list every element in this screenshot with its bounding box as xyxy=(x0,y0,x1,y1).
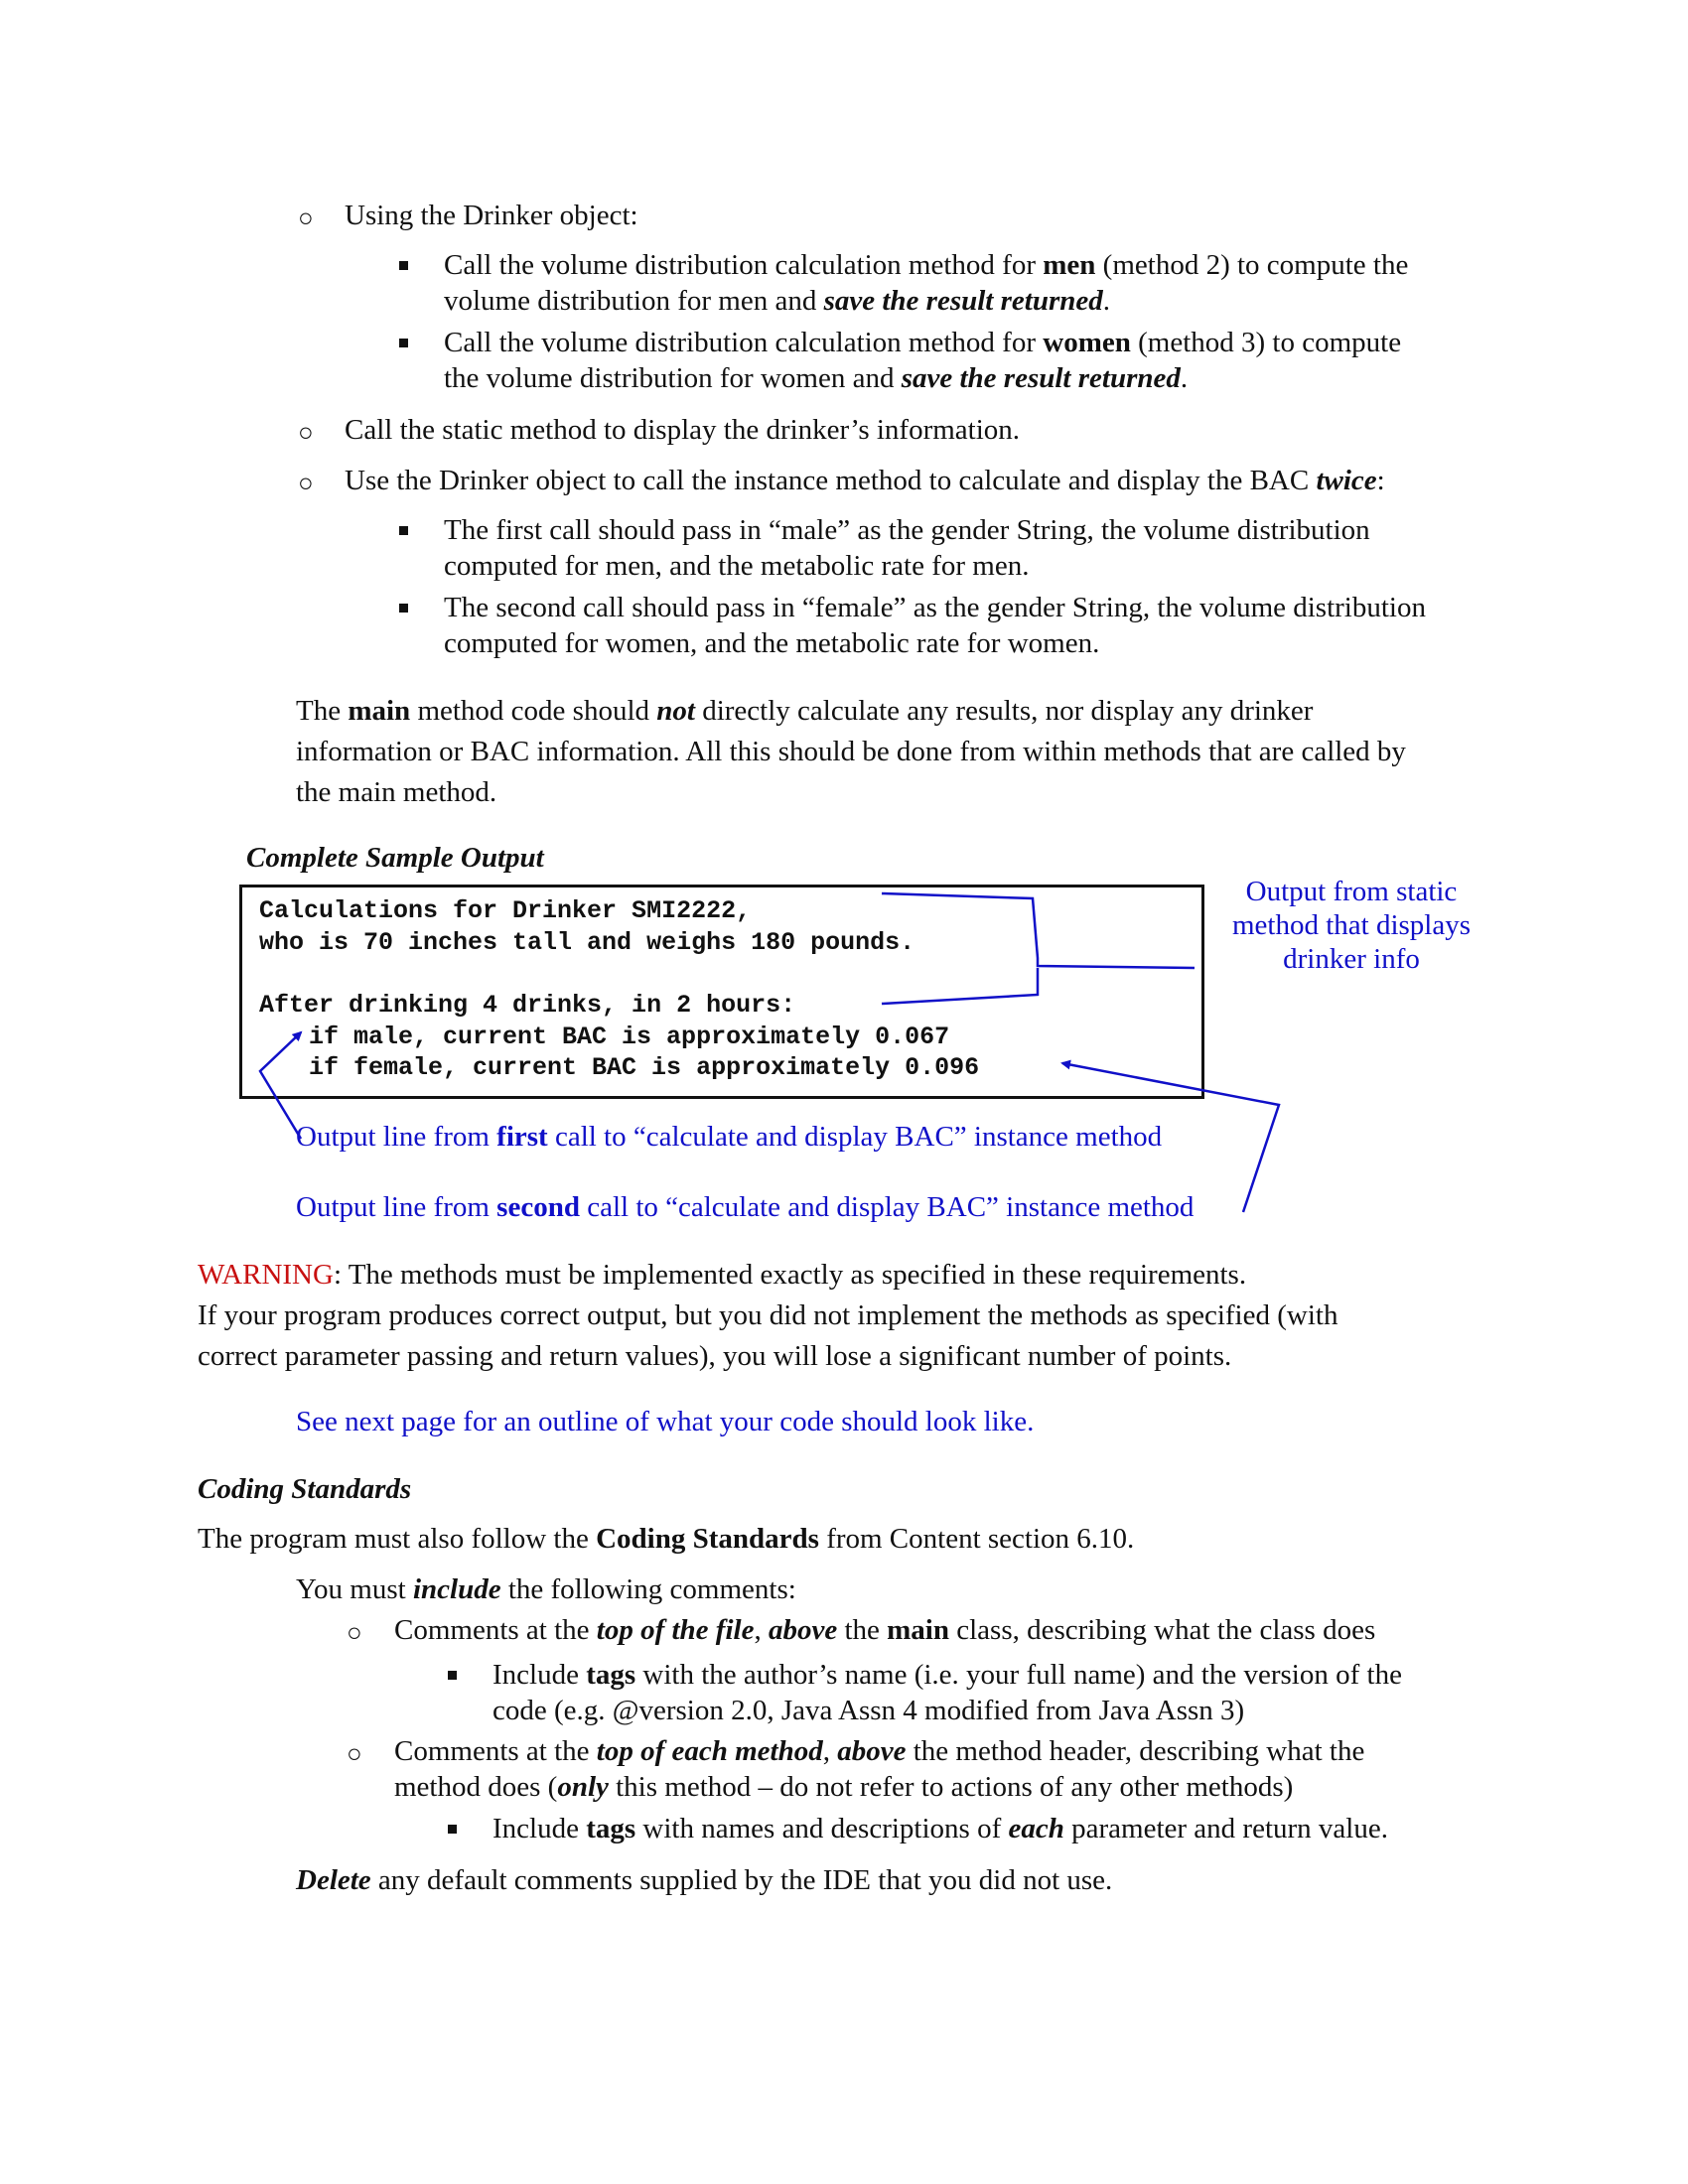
main-method-paragraph-line: the main method. xyxy=(296,776,497,808)
square-bullet-icon xyxy=(448,1825,457,1834)
static-method-note: Output from static method that displays drinker info xyxy=(1231,876,1472,975)
coding-standards-paragraph: The program must also follow the Coding Standards from Content section 6.10. xyxy=(198,1523,1135,1555)
list-item-continuation: volume distribution for men and save the result returned. xyxy=(444,285,1110,317)
second-call-note: Output line from second call to “calculate and display BAC” instance method xyxy=(296,1191,1195,1223)
comments-intro: You must include the following comments: xyxy=(296,1573,796,1605)
list-item: The first call should pass in “male” as the gender String, the volume distribution xyxy=(444,514,1370,546)
warning-paragraph: WARNING: The methods must be implemented exactly as specified in these requirements. xyxy=(198,1259,1247,1291)
hollow-circle-bullet-icon: ○ xyxy=(298,418,314,447)
sample-output-heading: Complete Sample Output xyxy=(246,842,544,874)
hollow-circle-bullet-icon: ○ xyxy=(347,1739,362,1768)
list-item-continuation: the volume distribution for women and save the result returned. xyxy=(444,362,1189,394)
console-line: Calculations for Drinker SMI2222, xyxy=(259,896,752,925)
first-call-arrow xyxy=(260,1032,301,1139)
main-method-paragraph-line: information or BAC information. All this should be done from within methods that are called by xyxy=(296,736,1406,767)
warning-paragraph-line: If your program produces correct output, but you did not implement the methods as specified (with xyxy=(198,1299,1338,1331)
list-item: Call the static method to display the drinker’s information. xyxy=(345,414,1021,446)
main-method-paragraph: The main method code should not directly calculate any results, nor display any drinker xyxy=(296,695,1314,727)
coding-standards-heading: Coding Standards xyxy=(198,1473,412,1505)
hollow-circle-bullet-icon: ○ xyxy=(298,204,314,232)
list-item-continuation: computed for men, and the metabolic rate for men. xyxy=(444,550,1030,582)
console-line: if male, current BAC is approximately 0.067 xyxy=(309,1023,950,1051)
list-item: Call the volume distribution calculation method for men (method 2) to compute the xyxy=(444,249,1409,281)
next-page-note: See next page for an outline of what your code should look like. xyxy=(296,1406,1035,1437)
hollow-circle-bullet-icon: ○ xyxy=(298,469,314,497)
list-item: Use the Drinker object to call the instance method to calculate and display the BAC twice: xyxy=(345,465,1385,496)
square-bullet-icon xyxy=(448,1671,457,1680)
console-line: After drinking 4 drinks, in 2 hours: xyxy=(259,991,796,1020)
list-item: Include tags with the author’s name (i.e. your full name) and the version of the xyxy=(492,1659,1402,1691)
list-item-continuation: code (e.g. @version 2.0, Java Assn 4 modified from Java Assn 3) xyxy=(492,1695,1245,1726)
console-line: if female, current BAC is approximately 0.096 xyxy=(309,1053,980,1082)
list-item: Comments at the top of each method, above the method header, describing what the xyxy=(394,1735,1365,1767)
list-item: Comments at the top of the file, above the main class, describing what the class does xyxy=(394,1614,1376,1646)
console-line: who is 70 inches tall and weighs 180 pounds. xyxy=(259,928,915,957)
list-item-continuation: method does (only this method – do not refer to actions of any other methods) xyxy=(394,1771,1294,1803)
hollow-circle-bullet-icon: ○ xyxy=(347,1618,362,1647)
list-item: The second call should pass in “female” as the gender String, the volume distribution xyxy=(444,592,1426,623)
delete-comments-note: Delete any default comments supplied by the IDE that you did not use. xyxy=(296,1864,1113,1896)
first-call-note: Output line from first call to “calculate and display BAC” instance method xyxy=(296,1121,1163,1153)
list-item: Include tags with names and descriptions of each parameter and return value. xyxy=(492,1813,1388,1844)
warning-paragraph-line: correct parameter passing and return values), you will lose a significant number of points. xyxy=(198,1340,1232,1372)
list-item: Call the volume distribution calculation method for women (method 3) to compute xyxy=(444,327,1402,358)
list-item: Using the Drinker object: xyxy=(345,200,638,231)
static-method-brace xyxy=(882,893,1195,1004)
list-item-continuation: computed for women, and the metabolic rate for women. xyxy=(444,627,1100,659)
